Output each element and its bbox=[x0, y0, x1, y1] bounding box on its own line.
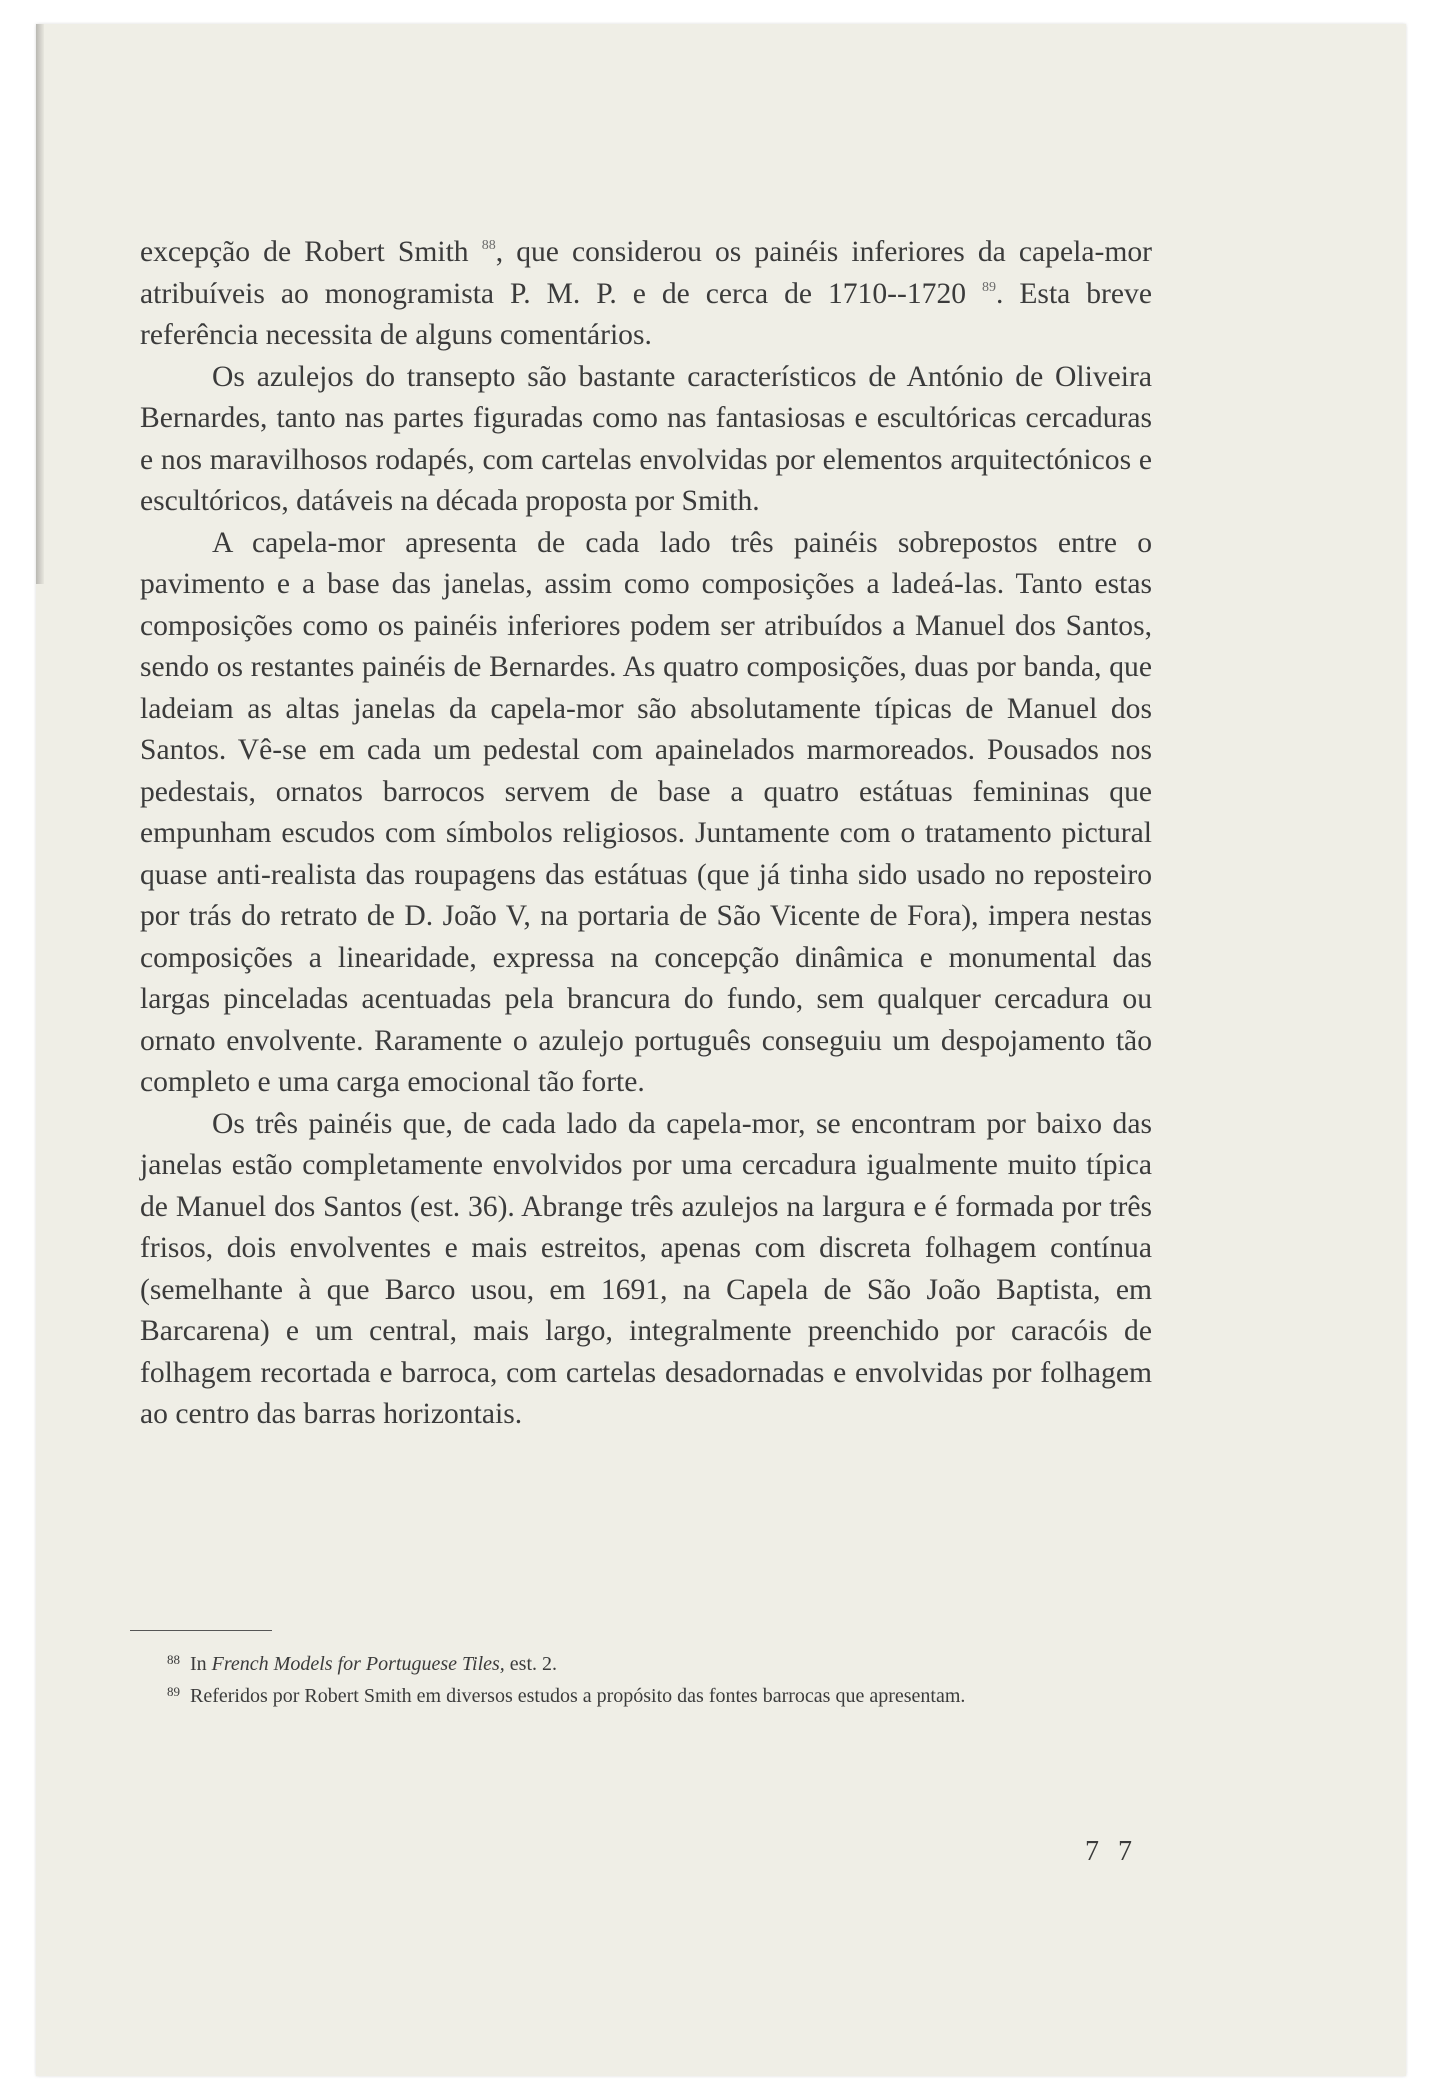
footnote-89 bbox=[128, 1678, 1132, 1710]
paragraph-1-text-c: . Esta breve referência necessita de alguns comentários. bbox=[140, 277, 1152, 351]
footnote-89-text: Referidos por Robert Smith em diversos estudos a propósito das fontes barrocas que apresentam. bbox=[190, 1685, 966, 1707]
footnote-number-89: 89 bbox=[167, 1684, 180, 1699]
paragraph-4: Os três painéis que, de cada lado da capela-mor, se encontram por baixo das janelas estão completamente envolvidos por uma cercadura igualmente muito típica de Manuel dos Santos (est. 36). Abrange três azulejos na largura e é formada por três frisos, dois envolventes e mais estreitos, apenas com discreta folhagem contínua (semelhante à que Barco usou, em 1691, na Capela de São João Baptista, em Barcarena) e um central, mais largo, integralmente preenchido por caracóis de folhagem recortada e barroca, com cartelas desadornadas e envolvidas por folhagem ao centro das barras horizontais. bbox=[140, 1107, 1152, 1430]
footnote-divider bbox=[130, 1630, 272, 1631]
footnote-88-title: French Models for Portuguese Tiles, bbox=[211, 1653, 505, 1675]
footnote-number-88: 88 bbox=[167, 1652, 180, 1667]
paragraph-2: Os azulejos do transepto são bastante característicos de António de Oliveira Bernardes, tanto nas partes figuradas como nas fantasiosas e escultóricas cercaduras e nos maravilhosos rodapés, com cartelas envolvidas por elementos arquitectónicos e escultóricos, datáveis na década proposta por Smith. bbox=[140, 360, 1152, 517]
footnotes bbox=[128, 1646, 1132, 1710]
paragraph-1 bbox=[140, 232, 1152, 357]
paragraph-1-text-a: excepção de Robert Smith bbox=[140, 236, 482, 268]
paragraph-3: A capela-mor apresenta de cada lado três painéis sobrepostos entre o pavimento e a base das janelas, assim como composições a ladeá-las. Tanto estas composições como os painéis inferiores podem ser atribuídos a Manuel dos Santos, sendo os restantes painéis de Bernardes. As quatro composições, duas por banda, que ladeiam as altas janelas da capela-mor são absolutamente típicas de Manuel dos Santos. Vê-se em cada um pedestal com apainelados marmoreados. Pousados nos pedestais, ornatos barrocos servem de base a quatro estátuas femininas que empunham escudos com símbolos religiosos. Juntamente com o tratamento pictural quase anti-realista das roupagens das estátuas (que já tinha sido usado no reposteiro por trás do retrato de D. João V, na portaria de São Vicente de Fora), impera nestas composições a linearidade, expressa na concepção dinâmica e monumental das largas pinceladas acentuadas pela brancura do fundo, sem qualquer cercadura ou ornato envolvente. Raramente o azulejo português conseguiu um despojamento tão completo e uma carga emocional tão forte. bbox=[140, 526, 1152, 1098]
footnote-88-suffix: est. 2. bbox=[504, 1653, 558, 1675]
footnote-88-prefix: In bbox=[190, 1653, 212, 1675]
footnote-88 bbox=[128, 1646, 1132, 1678]
paragraph-1-text-b: , que considerou os painéis inferiores da capela-mor atribuíveis ao monogramista P. M. P. e de cerca de 1710--1720 bbox=[140, 236, 1152, 310]
footnote-ref-89: 89 bbox=[982, 279, 996, 295]
page-number: 7 7 bbox=[1085, 1836, 1138, 1867]
body-text bbox=[140, 232, 1152, 1436]
sheet-left-edge-shadow bbox=[36, 24, 44, 584]
footnote-ref-88: 88 bbox=[481, 238, 496, 253]
